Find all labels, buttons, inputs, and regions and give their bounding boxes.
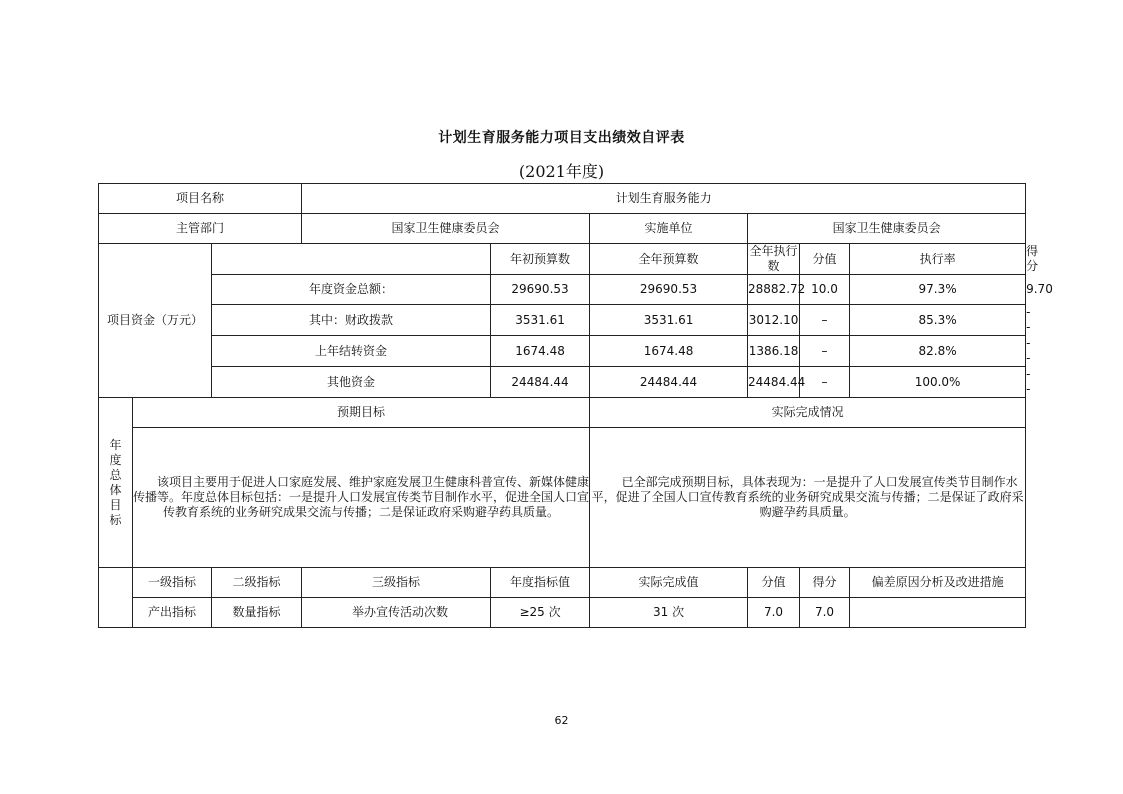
funds-header-rate: 执行率 (850, 244, 1026, 275)
indicator-score: 7.0 (800, 598, 850, 628)
funds-row-points: 10.0 (800, 275, 850, 305)
project-name-row (99, 184, 1026, 214)
funds-row-name: 其中：财政拨款 (212, 305, 491, 336)
funds-row-name: 年度资金总额： (212, 275, 491, 305)
funds-row-points: – (800, 336, 850, 367)
indicator-level1: 产出指标 (133, 598, 212, 628)
page-number: 62 (554, 714, 569, 727)
funds-row-initial: 24484.44 (491, 367, 590, 398)
funds-label: 项目资金（万元） (99, 244, 212, 398)
indicator-side-blank (99, 568, 133, 628)
page-subtitle: (2021年度) (518, 162, 605, 181)
funds-row-rate: 85.3% (850, 305, 1026, 336)
funds-row: 其他资金 24484.44 24484.44 24484.44 – 100.0% -- (99, 367, 1026, 398)
funds-row-rate: 97.3% (850, 275, 1026, 305)
actual-status-text: 已全部完成预期目标，具体表现为：一是提升了人口发展宣传类节目制作水平，促进了全国人口宣传教育系统的业务研究成果交流与传播；二是保证了政府采购避孕药具质量。 (590, 428, 1026, 568)
indicator-level3: 举办宣传活动次数 (302, 598, 491, 628)
funds-header-points: 分值 (800, 244, 850, 275)
dept-label: 主管部门 (99, 214, 302, 244)
goals-side-label (99, 398, 133, 568)
funds-row-initial: 3531.61 (491, 305, 590, 336)
indicator-header-actual: 实际完成值 (590, 568, 748, 598)
goals-side-char: 体 (109, 482, 122, 497)
page-title: 计划生育服务能力项目支出绩效自评表 (438, 130, 685, 146)
funds-row-initial: 29690.53 (491, 275, 590, 305)
goals-content-row (99, 428, 1026, 568)
goals-side-char: 目 (109, 497, 122, 512)
indicator-row (99, 598, 1026, 628)
indicator-header-score: 得分 (800, 568, 850, 598)
funds-header-annual: 全年预算数 (590, 244, 748, 275)
goals-side-char: 年 (109, 437, 122, 452)
project-name-value: 计划生育服务能力 (302, 184, 1026, 214)
indicator-target: ≥25 次 (491, 598, 590, 628)
indicator-header-target: 年度指标值 (491, 568, 590, 598)
funds-row-annual: 3531.61 (590, 305, 748, 336)
impl-label: 实施单位 (590, 214, 748, 244)
indicator-actual: 31 次 (590, 598, 748, 628)
goals-side-char: 度 (109, 452, 122, 467)
dept-row (99, 214, 1026, 244)
indicator-points: 7.0 (748, 598, 800, 628)
funds-row: 年度资金总额： 29690.53 29690.53 28882.72 10.0 97.3% 9.70 (99, 275, 1026, 305)
funds-row-executed: 28882.72 (748, 275, 800, 305)
dept-value: 国家卫生健康委员会 (302, 214, 590, 244)
funds-row-annual: 1674.48 (590, 336, 748, 367)
goals-side-char: 总 (109, 467, 122, 482)
indicator-header-level3: 三级指标 (302, 568, 491, 598)
funds-row: 上年结转资金 1674.48 1674.48 1386.18 – 82.8% -- (99, 336, 1026, 367)
funds-header-blank (212, 244, 491, 275)
project-name-label: 项目名称 (99, 184, 302, 214)
indicator-note (850, 598, 1026, 628)
funds-header-initial: 年初预算数 (491, 244, 590, 275)
funds-row-rate: 82.8% (850, 336, 1026, 367)
expected-goal-label: 预期目标 (133, 398, 590, 428)
indicator-level2: 数量指标 (212, 598, 302, 628)
expected-goal-text: 该项目主要用于促进人口家庭发展、维护家庭发展卫生健康科普宣传、新媒体健康传播等。年度总体目标包括：一是提升人口发展宣传类节目制作水平，促进全国人口宣传教育系统的业务研究成果交流与传播；二是保证政府采购避孕药具质量。 (133, 428, 590, 568)
funds-row: 其中：财政拨款 3531.61 3531.61 3012.10 – 85.3% -- (99, 305, 1026, 336)
funds-row-executed: 24484.44 (748, 367, 800, 398)
funds-row-annual: 24484.44 (590, 367, 748, 398)
funds-row-executed: 3012.10 (748, 305, 800, 336)
funds-row-points: – (800, 367, 850, 398)
funds-row-annual: 29690.53 (590, 275, 748, 305)
funds-header-row: 项目资金（万元） 年初预算数 全年预算数 全年执行数 分值 执行率 得分 (99, 244, 1026, 275)
indicator-header-note: 偏差原因分析及改进措施 (850, 568, 1026, 598)
indicator-header-level2: 二级指标 (212, 568, 302, 598)
funds-row-initial: 1674.48 (491, 336, 590, 367)
funds-row-rate: 100.0% (850, 367, 1026, 398)
funds-header-executed: 全年执行数 (749, 244, 798, 273)
funds-row-points: – (800, 305, 850, 336)
funds-row-name: 其他资金 (212, 367, 491, 398)
indicator-header-points: 分值 (748, 568, 800, 598)
actual-status-label: 实际完成情况 (590, 398, 1026, 428)
indicator-header-level1: 一级指标 (133, 568, 212, 598)
evaluation-table (98, 183, 1053, 628)
impl-value: 国家卫生健康委员会 (748, 214, 1026, 244)
goals-header-row (99, 398, 1026, 428)
funds-row-executed: 1386.18 (748, 336, 800, 367)
goals-side-char: 标 (109, 512, 122, 527)
funds-row-name: 上年结转资金 (212, 336, 491, 367)
indicator-header-row (99, 568, 1026, 598)
